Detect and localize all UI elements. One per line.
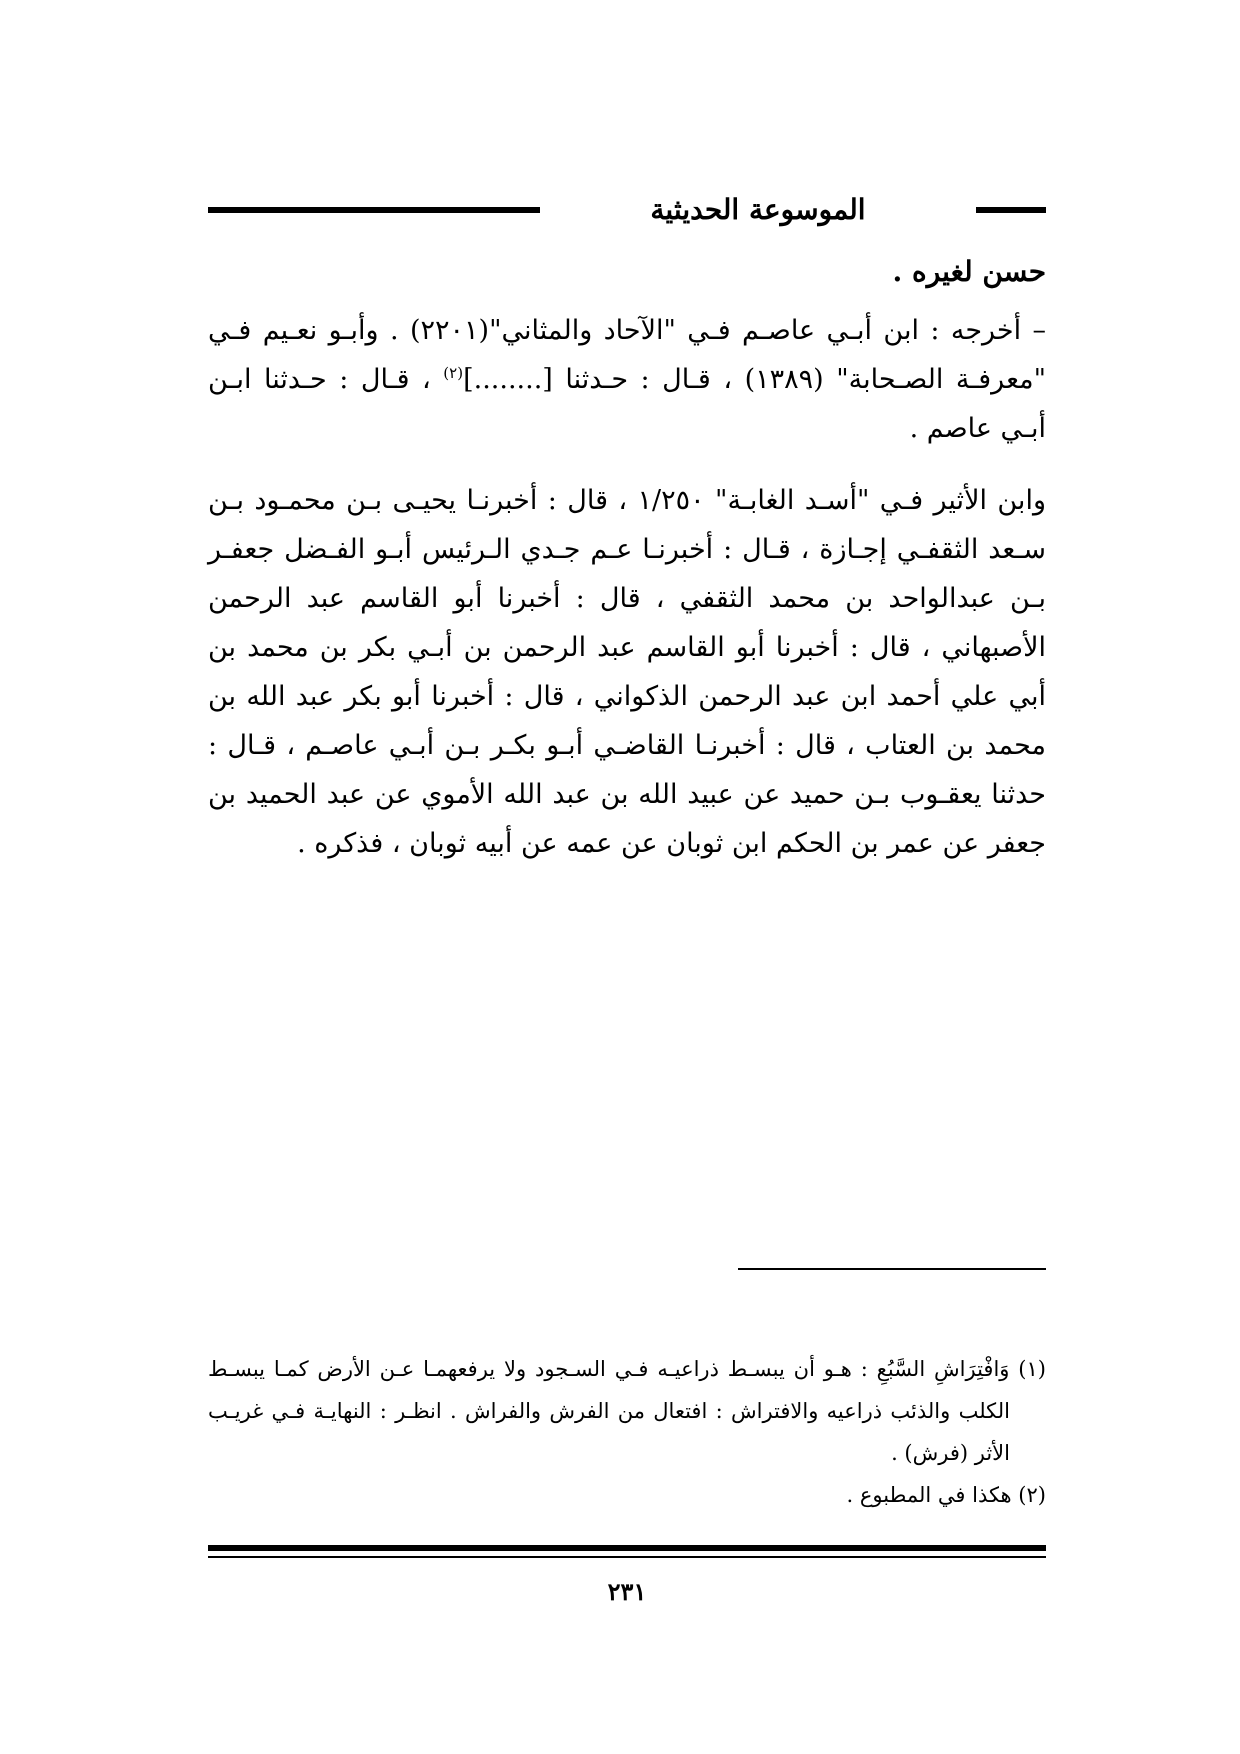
paragraph-text: ، قـال : حـدثنا ابـن أبـي عاصم . bbox=[208, 364, 1046, 444]
footnotes bbox=[208, 1348, 1046, 1516]
footnote-marker: (٢) bbox=[443, 364, 464, 382]
footnote-separator bbox=[738, 1268, 1046, 1270]
header-rule-left bbox=[208, 207, 540, 213]
footnote-2: (٢) هكذا في المطبوع . bbox=[846, 1483, 1046, 1507]
footer-rule-thick bbox=[208, 1545, 1046, 1551]
footer-rule-thin bbox=[208, 1556, 1046, 1558]
running-header-title: الموسوعة الحديثية bbox=[650, 193, 866, 226]
paragraph-text: – أخرجه : ابن أبـي عاصـم فـي "الآحاد والمثاني"(٢٢٠١) . وأبـو نعـيم فـي "معرفـة الصـحابة" (١٣٨٩) ، قـال : حـدثنا [........] bbox=[208, 315, 1046, 395]
takhrij-paragraph-1 bbox=[208, 306, 1046, 453]
hadith-grading: حسن لغيره . bbox=[892, 255, 1046, 288]
footnote-1: (١) وَافْتِرَاشِ السَّبُعِ : هـو أن يبسـط ذراعيـه فـي السـجود ولا يرفعهمـا عـن الأرض كمـا يبسـط الكلب والذئب ذراعيه والافتراش : افتعال من الفرش والفراش . انظـر : النهايـة فـي غريـب الأثر (فرش) . bbox=[208, 1357, 1046, 1465]
takhrij-paragraph-2: وابن الأثير فـي "أسـد الغابـة" ١/٢٥٠ ، قال : أخبرنـا يحيـى بـن محمـود بـن سـعد الثقفـي إجـازة ، قـال : أخبرنـا عـم جـدي الـرئيس أبـو الفـضل جعفـر بـن عبدالواحد بن محمد الثقفي ، قال : أخبرنا أبو القاسم عبد الرحمن الأصبهاني ، قال : أخبرنا أبو القاسم عبد الرحمن بن أبـي بكر بن محمد بن أبي علي أحمد ابن عبد الرحمن الذكواني ، قال : أخبرنا أبو بكر عبد الله بن محمد بن العتاب ، قال : أخبرنـا القاضـي أبـو بكـر بـن أبـي عاصـم ، قـال : حدثنا يعقـوب بـن حميد عن عبيد الله بن عبد الله الأموي عن عبد الحميد بن جعفر عن عمر بن الحكم ابن ثوبان عن عمه عن أبيه ثوبان ، فذكره . bbox=[208, 485, 1047, 859]
running-header bbox=[208, 190, 1046, 230]
page-number: ٢٣١ bbox=[607, 1577, 647, 1606]
header-rule-right bbox=[976, 207, 1046, 213]
